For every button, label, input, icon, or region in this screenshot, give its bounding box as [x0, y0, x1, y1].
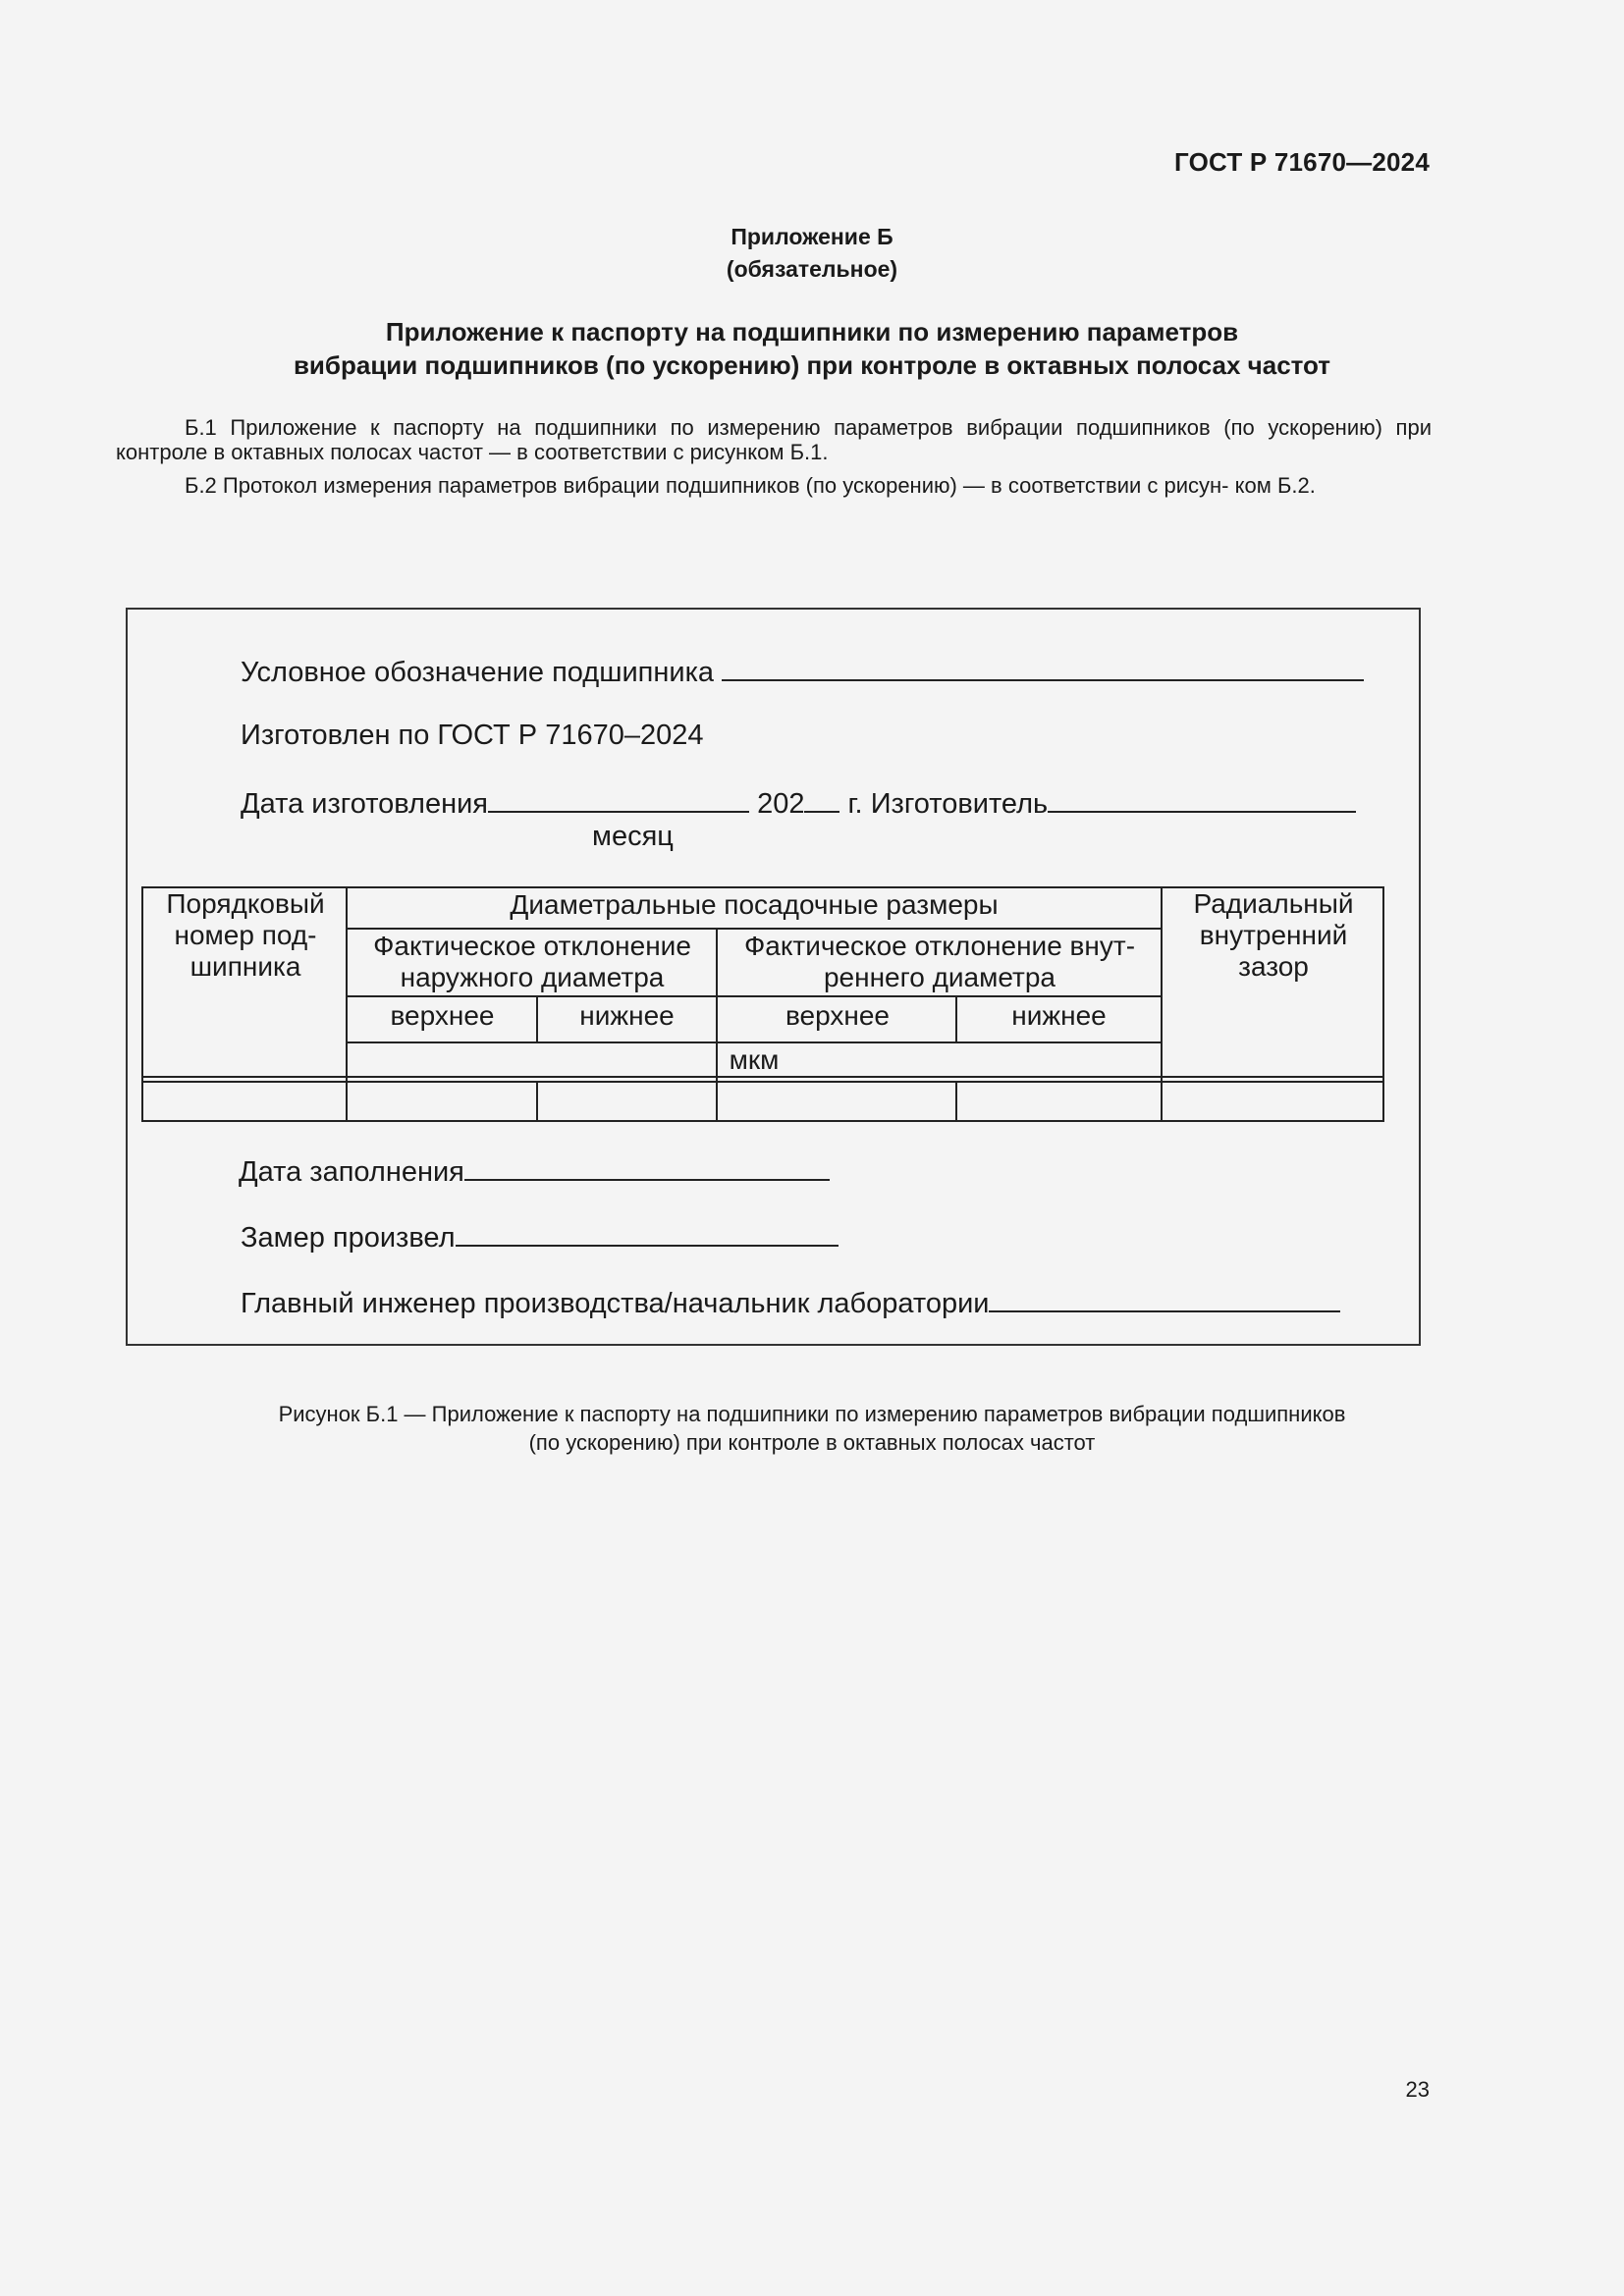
- table-cell-number[interactable]: [143, 1084, 346, 1119]
- col-header-inner-deviation: Фактическое отклонение внут- реннего диаметра: [743, 931, 1136, 992]
- col-header-radial-clearance: Радиальный внутренний зазор: [1193, 888, 1354, 982]
- chief-engineer-line: [241, 1285, 1340, 1320]
- manufacturer-label: Изготовитель: [870, 788, 1049, 820]
- table-cell-inner-upper[interactable]: [719, 1084, 955, 1119]
- measured-by-label: Замер произвел: [241, 1222, 456, 1254]
- table-cell-outer-upper[interactable]: [349, 1084, 536, 1119]
- bearing-designation-blank[interactable]: [722, 654, 1364, 681]
- appendix-title: Приложение Б: [731, 224, 893, 249]
- fill-date-label: Дата заполнения: [239, 1156, 464, 1188]
- fill-date-line: [239, 1153, 830, 1189]
- bearing-designation-label: Условное обозначение подшипника: [241, 657, 715, 688]
- year-digit-blank[interactable]: [804, 785, 839, 813]
- bearing-designation-line: [241, 654, 1364, 689]
- table-cell-radial-clearance[interactable]: [1164, 1084, 1382, 1119]
- appendix-status: (обязательное): [726, 256, 898, 282]
- chief-engineer-blank[interactable]: [989, 1285, 1340, 1312]
- chief-engineer-label: Главный инженер производства/начальник лаборатории: [241, 1288, 990, 1319]
- paragraph-b2: Б.2 Протокол измерения параметров вибрации подшипников (по ускорению) — в соответствии с рисун- ком Б.2.: [185, 473, 1316, 498]
- unit-row-mkm: мкм: [729, 1044, 780, 1075]
- made-per-standard-line: [241, 720, 703, 752]
- figure-caption-line1: Рисунок Б.1 — Приложение к паспорту на подшипники по измерению параметров вибрации подшипников: [278, 1402, 1346, 1426]
- paragraph-b1: Б.1 Приложение к паспорту на подшипники по измерению параметров вибрации подшипников (по ускорению) при контроле в октавных полосах частот — в соответствии с рисунком Б.1.: [116, 415, 1432, 464]
- figure-caption-line2: (по ускорению) при контроле в октавных полосах частот: [528, 1430, 1096, 1455]
- measured-by-line: [241, 1219, 839, 1255]
- page-number: 23: [1405, 2077, 1430, 2102]
- manufacturer-blank[interactable]: [1048, 785, 1356, 813]
- table-cell-inner-lower[interactable]: [958, 1084, 1161, 1119]
- col-header-bearing-number: Порядковый номер под- шипника: [166, 888, 325, 982]
- document-code: ГОСТ Р 71670—2024: [1174, 147, 1430, 177]
- manufacture-date-line: [241, 785, 1356, 821]
- col-header-inner-lower: нижнее: [1011, 1000, 1107, 1031]
- fill-date-blank[interactable]: [464, 1153, 830, 1181]
- col-header-outer-deviation: Фактическое отклонение наружного диаметра: [373, 931, 691, 992]
- main-title-line2: вибрации подшипников (по ускорению) при контроле в октавных полосах частот: [293, 350, 1331, 380]
- col-header-inner-upper: верхнее: [785, 1000, 890, 1031]
- group-header-diametral-sizes: Диаметральные посадочные размеры: [510, 889, 999, 920]
- table-cell-outer-lower[interactable]: [539, 1084, 716, 1119]
- manufacture-month-blank[interactable]: [488, 785, 749, 813]
- col-header-outer-upper: верхнее: [390, 1000, 495, 1031]
- col-header-outer-lower: нижнее: [579, 1000, 675, 1031]
- bearing-dimensions-table: [141, 886, 1384, 1122]
- month-caption: месяц: [592, 821, 674, 852]
- manufacture-date-label: Дата изготовления: [241, 788, 488, 820]
- year-prefix: 202: [757, 788, 805, 820]
- year-suffix: г.: [847, 788, 863, 820]
- measured-by-blank[interactable]: [456, 1219, 839, 1247]
- main-title-line1: Приложение к паспорту на подшипники по измерению параметров: [385, 317, 1239, 347]
- made-per-standard-text: Изготовлен по ГОСТ Р 71670–2024: [241, 720, 704, 751]
